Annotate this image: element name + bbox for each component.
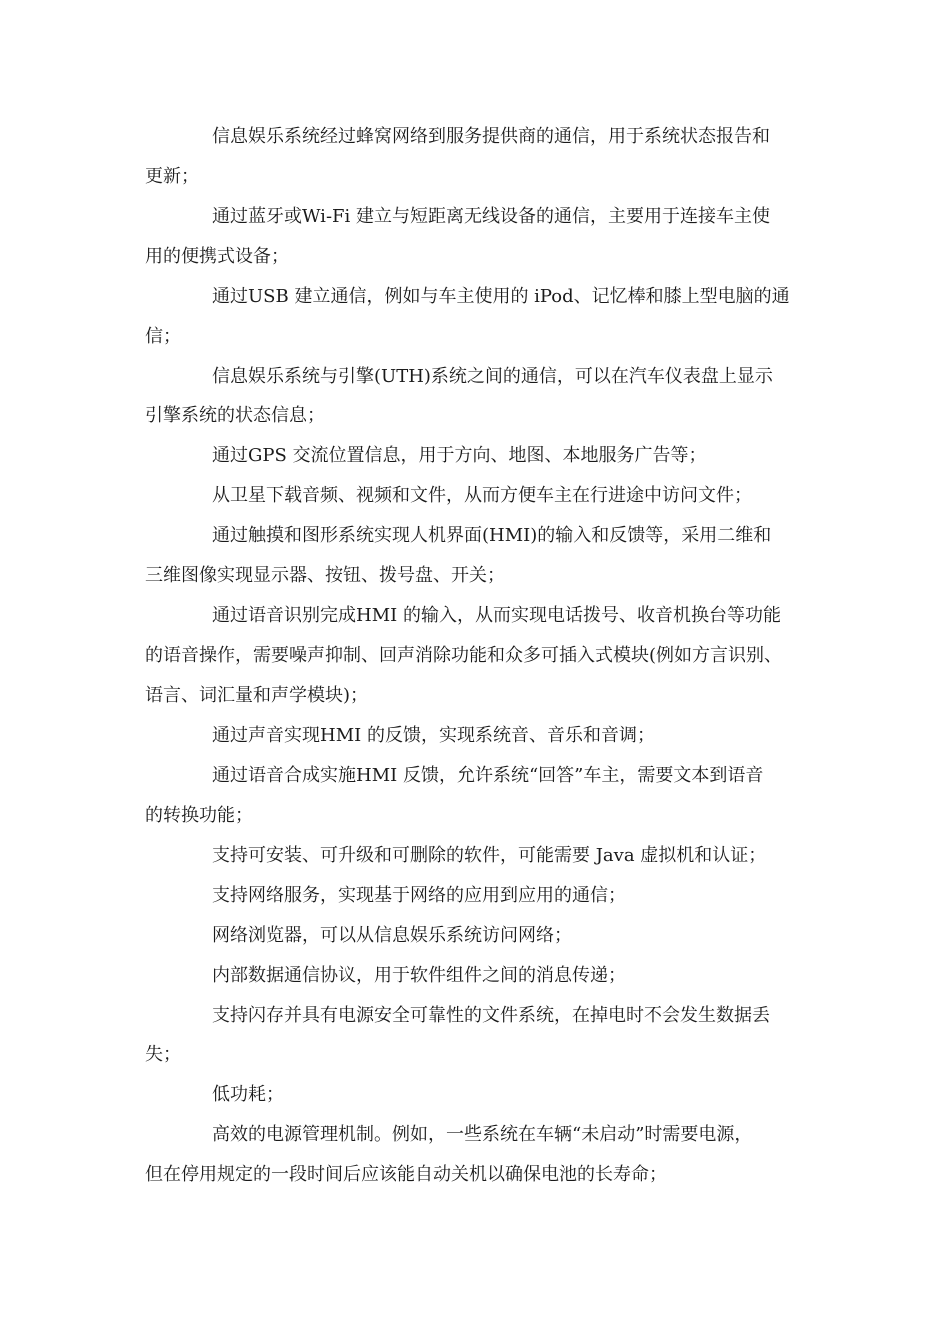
paragraph-2-line-2: 用的便携式设备；: [145, 246, 289, 267]
paragraph-13-line-1: 网络浏览器，可以从信息娱乐系统访问网络；: [212, 925, 572, 946]
paragraph-7-line-2: 三维图像实现显示器、按钮、拨号盘、开关；: [145, 565, 505, 586]
paragraph-11-line-1: 支持可安装、可升级和可删除的软件，可能需要 Java 虚拟机和认证；: [212, 845, 767, 866]
paragraph-9-line-1: 通过声音实现HMI 的反馈，实现系统音、音乐和音调；: [212, 725, 655, 746]
paragraph-10-line-1: 通过语音合成实施HMI 反馈，允许系统“回答”车主，需要文本到语音: [212, 765, 764, 786]
paragraph-7-line-1: 通过触摸和图形系统实现人机界面(HMI)的输入和反馈等，采用二维和: [212, 525, 772, 546]
paragraph-2-line-1: 通过蓝牙或Wi-Fi 建立与短距离无线设备的通信，主要用于连接车主使: [212, 206, 770, 227]
paragraph-4-line-2: 引擎系统的状态信息；: [145, 405, 325, 426]
paragraph-4-line-1: 信息娱乐系统与引擎(UTH)系统之间的通信，可以在汽车仪表盘上显示: [212, 366, 773, 387]
paragraph-1-line-2: 更新；: [145, 166, 199, 187]
paragraph-15-line-2: 失；: [145, 1044, 181, 1065]
paragraph-8-line-3: 语言、词汇量和声学模块)；: [145, 685, 369, 706]
paragraph-1-line-1: 信息娱乐系统经过蜂窝网络到服务提供商的通信，用于系统状态报告和: [212, 126, 770, 147]
paragraph-3-line-1: 通过USB 建立通信，例如与车主使用的 iPod、记忆棒和膝上型电脑的通: [212, 286, 790, 307]
paragraph-14-line-1: 内部数据通信协议，用于软件组件之间的消息传递；: [212, 965, 626, 986]
paragraph-3-line-2: 信；: [145, 326, 181, 347]
paragraph-17-line-2: 但在停用规定的一段时间后应该能自动关机以确保电池的长寿命；: [145, 1164, 667, 1185]
paragraph-16-line-1: 低功耗；: [212, 1084, 284, 1105]
paragraph-10-line-2: 的转换功能；: [145, 805, 253, 826]
paragraph-15-line-1: 支持闪存并具有电源安全可靠性的文件系统，在掉电时不会发生数据丢: [212, 1005, 770, 1026]
paragraph-12-line-1: 支持网络服务，实现基于网络的应用到应用的通信；: [212, 885, 626, 906]
paragraph-8-line-2: 的语音操作，需要噪声抑制、回声消除功能和众多可插入式模块(例如方言识别、: [145, 645, 783, 666]
paragraph-6-line-1: 从卫星下载音频、视频和文件，从而方便车主在行进途中访问文件；: [212, 485, 752, 506]
paragraph-5-line-1: 通过GPS 交流位置信息，用于方向、地图、本地服务广告等；: [212, 445, 707, 466]
paragraph-8-line-1: 通过语音识别完成HMI 的输入，从而实现电话拨号、收音机换台等功能: [212, 605, 781, 626]
paragraph-17-line-1: 高效的电源管理机制。例如，一些系统在车辆“未启动”时需要电源，: [212, 1124, 753, 1145]
